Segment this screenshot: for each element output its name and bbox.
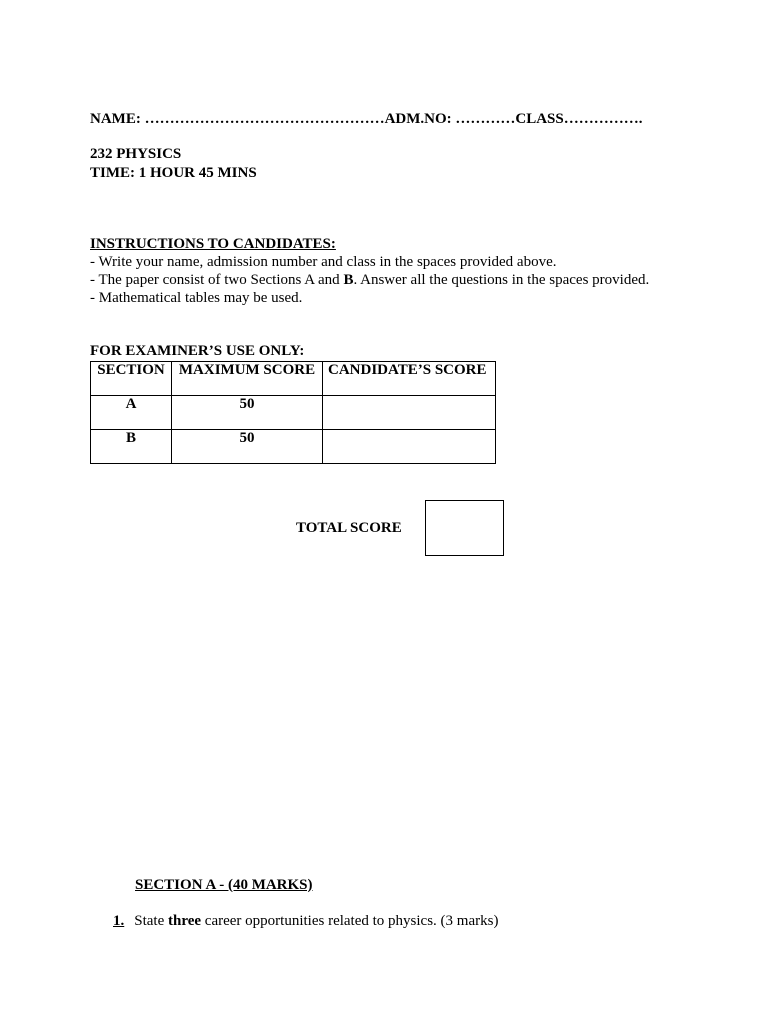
- row-section-cell: A: [91, 396, 172, 430]
- row-candidate-score-cell[interactable]: [323, 430, 496, 464]
- subject-code: 232 PHYSICS: [90, 146, 182, 162]
- header-candidate-score: CANDIDATE’S SCORE: [323, 362, 496, 396]
- instruction-line-2: [90, 272, 649, 289]
- row-max-score-cell: 50: [172, 430, 323, 464]
- row-candidate-score-cell[interactable]: [323, 396, 496, 430]
- question-text-post: career opportunities related to physics. (3 marks): [201, 913, 499, 929]
- instruction-line-3: - Mathematical tables may be used.: [90, 290, 303, 306]
- question-1: [113, 913, 498, 930]
- header-maximum-score: MAXIMUM SCORE: [172, 362, 323, 396]
- total-score-box[interactable]: [425, 500, 504, 556]
- instruction-line-2-post: . Answer all the questions in the spaces provided.: [353, 272, 650, 288]
- score-table-header-row: [91, 362, 496, 396]
- instruction-line-1: - Write your name, admission number and class in the spaces provided above.: [90, 254, 557, 270]
- header-section: SECTION: [91, 362, 172, 396]
- instruction-line-2-bold: B: [343, 272, 354, 288]
- instruction-line-2-pre: - The paper consist of two Sections A and: [90, 272, 344, 288]
- question-text-bold: three: [168, 913, 202, 929]
- name-admno-class-line: NAME: …………………………………………ADM.NO: …………CLASS…………….: [90, 111, 643, 127]
- section-a-title: SECTION A - (40 MARKS): [135, 877, 313, 893]
- row-section-cell: B: [91, 430, 172, 464]
- question-text-pre: State: [134, 913, 168, 929]
- table-row: [91, 396, 496, 430]
- table-row: [91, 430, 496, 464]
- examiner-use-title: FOR EXAMINER’S USE ONLY:: [90, 343, 305, 359]
- score-table: [90, 361, 496, 464]
- question-number: 1.: [113, 913, 125, 929]
- row-max-score-cell: 50: [172, 396, 323, 430]
- instructions-title: INSTRUCTIONS TO CANDIDATES:: [90, 236, 336, 252]
- total-score-label: TOTAL SCORE: [296, 520, 402, 536]
- exam-time: TIME: 1 HOUR 45 MINS: [90, 165, 257, 181]
